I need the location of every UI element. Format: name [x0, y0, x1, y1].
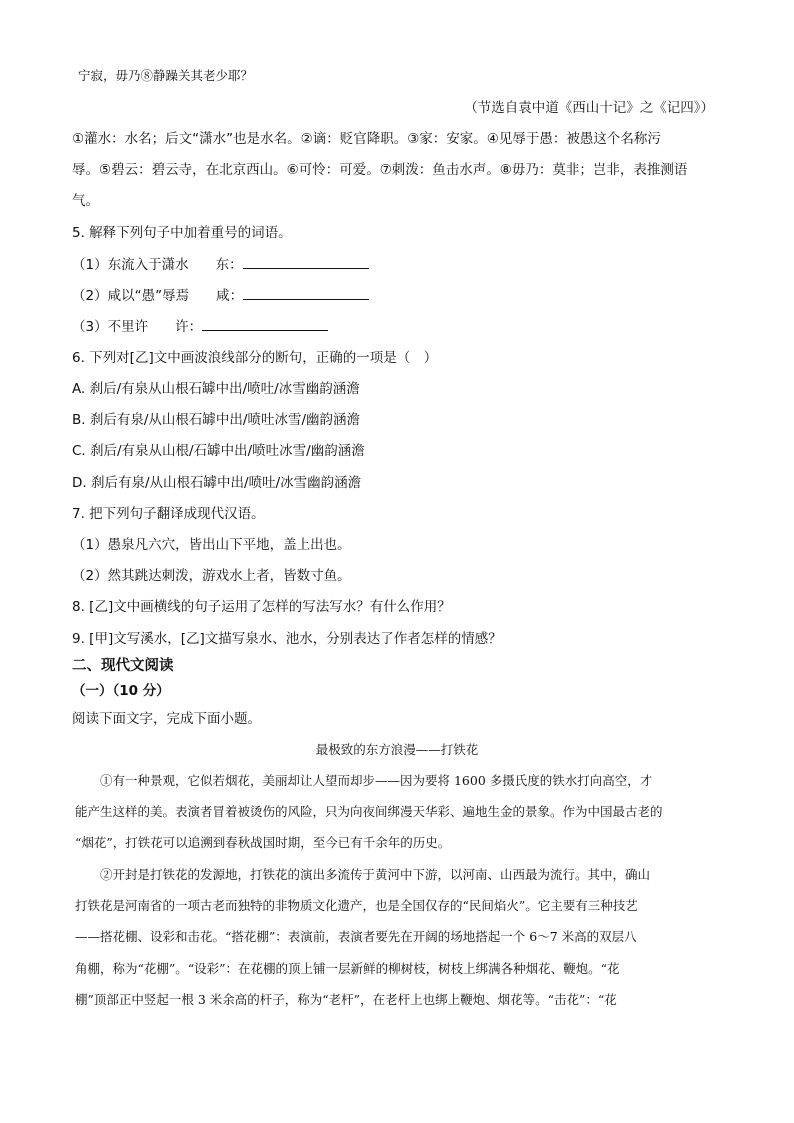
question-text: （3）不里许 许： — [72, 319, 203, 335]
question-7: 7. 把下列句子翻译成现代汉语。 — [72, 506, 265, 522]
answer-blank[interactable] — [243, 286, 369, 300]
paragraph-line: 角棚，称为“花棚”。“设彩”：在花棚的顶上铺一层新鲜的柳树枝，树枝上绑满各种烟花、鞭炮。“花 — [75, 961, 620, 976]
option-b[interactable]: B. 刹后有泉/从山根石罅中出/喷吐冰雪/幽韵涵澹 — [72, 412, 360, 428]
question-7-item: （1）愚泉凡六穴，皆出山下平地，盖上出也。 — [72, 537, 351, 553]
question-7-item: （2）然其跳达刺泼，游戏水上者，皆数寸鱼。 — [72, 568, 351, 584]
option-a[interactable]: A. 刹后/有泉从山根石罅中出/喷吐/冰雪幽韵涵澹 — [72, 381, 360, 397]
paragraph-line: 能产生这样的美。表演者冒着被烫伤的风险，只为向夜间绑漫天华彩、遍地生金的景象。作为中国最古老的 — [75, 804, 663, 819]
option-d[interactable]: D. 刹后有泉/从山根石罅中出/喷吐/冰雪幽韵涵澹 — [72, 475, 362, 491]
question-5-item — [72, 255, 369, 274]
question-5-item — [72, 286, 369, 305]
question-5-item — [72, 317, 328, 336]
answer-blank[interactable] — [243, 255, 369, 269]
paragraph-line: 棚”顶部正中竖起一根 3 米余高的杆子，称为“老杆”，在老杆上也绑上鞭炮、烟花等。“击花”：“花 — [75, 992, 617, 1007]
notes-line: ①灌水：水名；后文“潇水”也是水名。②谪：贬官降职。③家：安家。④见辱于愚：被愚这个名称污 — [72, 131, 661, 147]
source-citation: （节选自袁中道《西山十记》之《记四》） — [464, 100, 714, 116]
question-text: （1）东流入于潇水 东： — [72, 257, 243, 273]
question-9: 9. [甲]文写溪水，[乙]文描写泉水、池水，分别表达了作者怎样的情感？ — [72, 631, 502, 647]
notes-line: 气。 — [72, 193, 99, 209]
subsection-heading: （一）（10 分） — [72, 683, 170, 699]
question-text: （2）咸以“愚”辱焉 咸： — [72, 288, 244, 304]
answer-blank[interactable] — [202, 317, 328, 331]
paragraph-line: “烟花”，打铁花可以追溯到春秋战国时期，至今已有千余年的历史。 — [75, 835, 451, 850]
notes-line: 辱。⑤碧云：碧云寺，在北京西山。⑥可怜：可爱。⑦刺泼：鱼击水声。⑧毋乃：莫非；岂非，表推测语 — [72, 162, 688, 178]
paragraph-line: ①有一种景观，它似若烟花，美丽却让人望而却步——因为要将 1600 多摄氏度的铁水打向高空，才 — [100, 773, 653, 788]
question-5: 5. 解释下列句子中加着重号的词语。 — [72, 225, 292, 241]
passage-line: 宁寂，毋乃⑧静躁关其老少耶？ — [78, 68, 254, 83]
paragraph-line: ②开封是打铁花的发源地，打铁花的演出多流传于黄河中下游，以河南、山西最为流行。其中，确山 — [100, 867, 651, 882]
section-heading: 二、现代文阅读 — [72, 658, 174, 674]
question-6: 6. 下列对[乙]文中画波浪线部分的断句，正确的一项是（ ） — [72, 350, 438, 366]
paragraph-line: ——搭花棚、设彩和击花。“搭花棚”：表演前，表演者要先在开阔的场地搭起一个 6～7 米高的双层八 — [75, 929, 637, 944]
article-title: 最极致的东方浪漫——打铁花 — [315, 742, 479, 757]
instruction: 阅读下面文字，完成下面小题。 — [72, 711, 261, 727]
option-c[interactable]: C. 刹后/有泉从山根/石罅中出/喷吐冰雪/幽韵涵澹 — [72, 443, 365, 459]
question-8: 8. [乙]文中画横线的句子运用了怎样的写法写水？有什么作用？ — [72, 599, 451, 615]
paragraph-line: 打铁花是河南省的一项古老而独特的非物质文化遗产，也是全国仅存的“民间焰火”。它主要有三种技艺 — [75, 898, 638, 913]
